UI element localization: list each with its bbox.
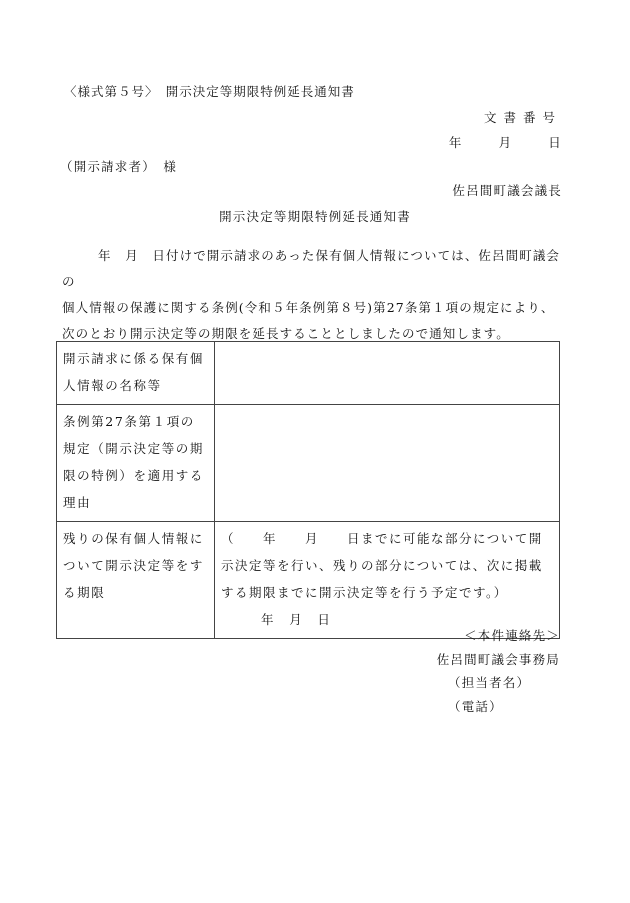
table-value bbox=[215, 522, 560, 639]
date-month: 月 bbox=[498, 135, 513, 150]
body-text bbox=[62, 243, 568, 347]
date-year: 年 bbox=[448, 135, 463, 150]
table-label: 残りの保有個人情報について開示決定等をする期限 bbox=[57, 522, 215, 639]
contact-phone: （電話） bbox=[448, 699, 503, 714]
contact-title: ＜本件連絡先＞ bbox=[464, 628, 560, 643]
contact-office: 佐呂間町議会事務局 bbox=[436, 652, 560, 667]
document-title: 開示決定等期限特例延長通知書 bbox=[219, 209, 411, 224]
body-line-1: 年 月 日付けで開示請求のあった保有個人情報については、佐呂間町議会の bbox=[62, 248, 561, 289]
body-line-3: 次のとおり開示決定等の期限を延長することとしましたので通知します。 bbox=[62, 326, 510, 341]
document-number: 文書番号 bbox=[483, 110, 562, 125]
info-table bbox=[56, 341, 560, 639]
extension-date: 年 月 日 bbox=[261, 612, 332, 627]
form-label: 〈様式第５号〉 開示決定等期限特例延長通知書 bbox=[64, 84, 355, 99]
document-date bbox=[449, 133, 562, 151]
date-day: 日 bbox=[548, 135, 562, 150]
table-value bbox=[215, 405, 560, 522]
recipient: （開示請求者） 様 bbox=[60, 159, 178, 174]
sender: 佐呂間町議会議長 bbox=[452, 183, 562, 198]
body-line-2: 個人情報の保護に関する条例(令和５年条例第８号)第27条第１項の規定により、 bbox=[62, 300, 555, 315]
contact-person: （担当者名） bbox=[448, 675, 531, 690]
table-value bbox=[215, 342, 560, 405]
table-row bbox=[57, 522, 560, 639]
table-label: 条例第27条第１項の規定（開示決定等の期限の特例）を適用する理由 bbox=[57, 405, 215, 522]
extension-text: （ 年 月 日までに可能な部分について開示決定等を行い、残りの部分については、次に掲載する期限までに開示決定等を行う予定です。） bbox=[221, 531, 543, 600]
table-row bbox=[57, 342, 560, 405]
table-label: 開示請求に係る保有個人情報の名称等 bbox=[57, 342, 215, 405]
table-row bbox=[57, 405, 560, 522]
